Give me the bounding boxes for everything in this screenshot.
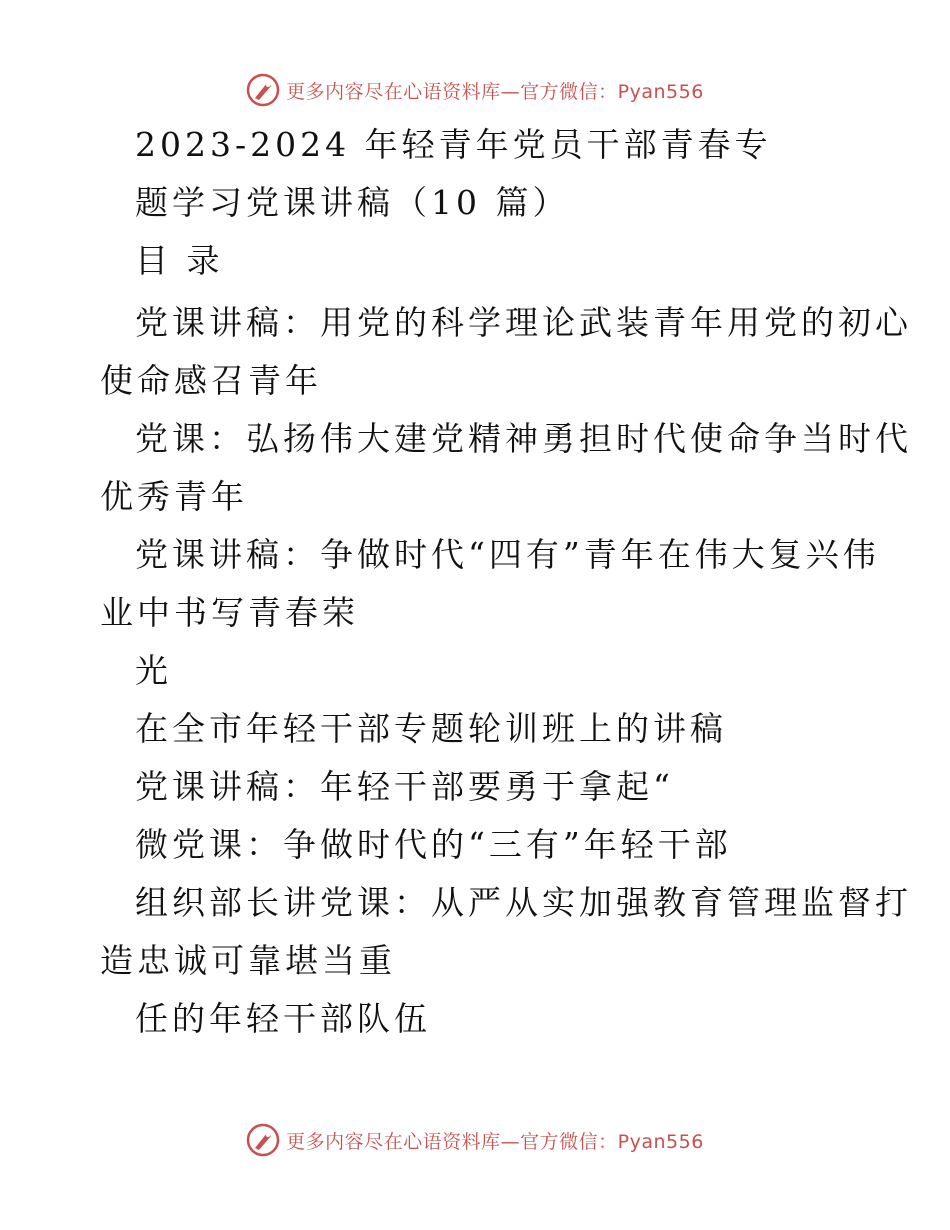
toc-line: 党课：弘扬伟大建党精神勇担时代使命争当时代	[135, 419, 912, 458]
watermark-text: 更多内容尽在心语资料库—官方微信：Pyan556	[286, 1130, 704, 1153]
toc-heading: 目 录	[135, 241, 224, 280]
toc-line: 党课讲稿：用党的科学理论武装青年用党的初心	[135, 303, 912, 342]
toc-line: 微党课：争做时代的“三有”年轻干部	[135, 825, 732, 864]
toc-line: 党课讲稿：年轻干部要勇于拿起“	[135, 767, 674, 806]
toc-line: 任的年轻干部队伍	[135, 999, 431, 1038]
document-title-line-1: 2023-2024 年轻青年党员干部青春专	[135, 125, 772, 164]
footer-watermark	[0, 1120, 950, 1160]
toc-line: 党课讲稿：争做时代“四有”青年在伟大复兴伟	[135, 535, 880, 574]
watermark-text: 更多内容尽在心语资料库—官方微信：Pyan556	[286, 80, 704, 103]
pen-nib-icon	[246, 1123, 280, 1157]
toc-line: 业中书写青春荣	[100, 593, 359, 632]
toc-line: 组织部长讲党课：从严从实加强教育管理监督打	[135, 883, 912, 922]
toc-line: 使命感召青年	[100, 361, 322, 400]
toc-line: 造忠诚可靠堪当重	[100, 941, 396, 980]
toc-line: 在全市年轻干部专题轮训班上的讲稿	[135, 709, 727, 748]
toc-line: 优秀青年	[100, 477, 248, 516]
toc-line: 光	[135, 651, 172, 690]
header-watermark	[0, 70, 950, 110]
pen-nib-icon	[246, 73, 280, 107]
document-title-line-2: 题学习党课讲稿（10 篇）	[135, 183, 570, 222]
